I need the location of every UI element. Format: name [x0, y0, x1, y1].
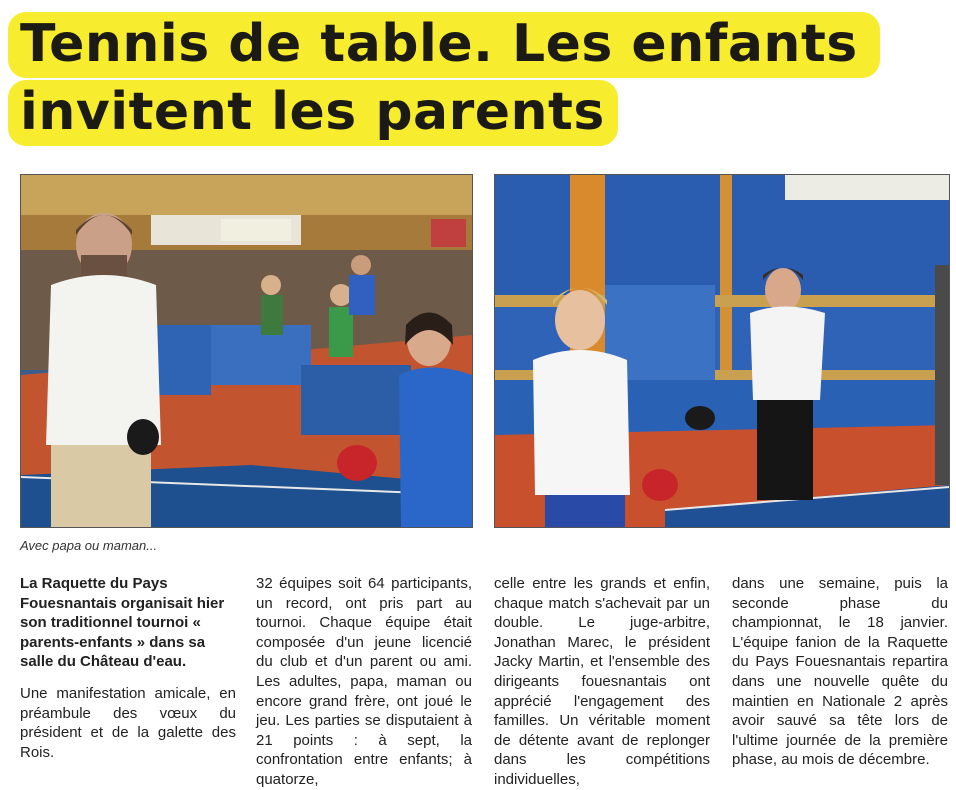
column-4-body: dans une semaine, puis la seconde phase du championnat, le 18 janvier. L'équipe fanion de la Raquette du Pays Fouesnantais repartira dans une nouvelle quête du maintien en Nationale 2 après avoir sauvé sa tête lors de l'ultime journée de la première phase, au mois de décembre. — [732, 575, 948, 769]
column-4 — [732, 574, 948, 770]
headline-line-2: invitent les parents — [20, 82, 605, 142]
column-1-body: Une manifestation amicale, en préambule des vœux du président et de la galette des Rois. — [20, 684, 236, 761]
photo-father-child — [20, 174, 473, 528]
lead-paragraph: La Raquette du Pays Fouesnantais organisait hier son traditionnel tournoi « parents-enfants » dans sa salle du Château d'eau. — [20, 575, 225, 671]
headline-line-1: Tennis de table. Les enfants — [20, 14, 858, 74]
photo-boy-woman — [494, 174, 950, 528]
column-2-body: 32 équipes soit 64 participants, un record, ont pris part au tournoi. Chaque équipe était composée d'un jeune licencié du club et d'un parent ou ami. Les adultes, papa, maman ou encore grand frère, ont joué le jeu. Les parties se disputaient à 21 points : à sept, la confrontation entre enfants; à quatorze, — [256, 575, 472, 788]
column-3 — [494, 574, 710, 790]
column-1 — [20, 574, 236, 762]
column-2 — [256, 574, 472, 790]
photo-caption: Avec papa ou maman... — [20, 538, 158, 553]
column-3-body: celle entre les grands et enfin, chaque match s'achevait par un double. Le juge-arbitre, Jonathan Marec, le président Jacky Martin, et l'ensemble des dirigeants fouesnantais ont apprécié l'engagement des familles. Un véritable moment de détente avant de replonger dans les compétitions individuelles, — [494, 575, 710, 788]
